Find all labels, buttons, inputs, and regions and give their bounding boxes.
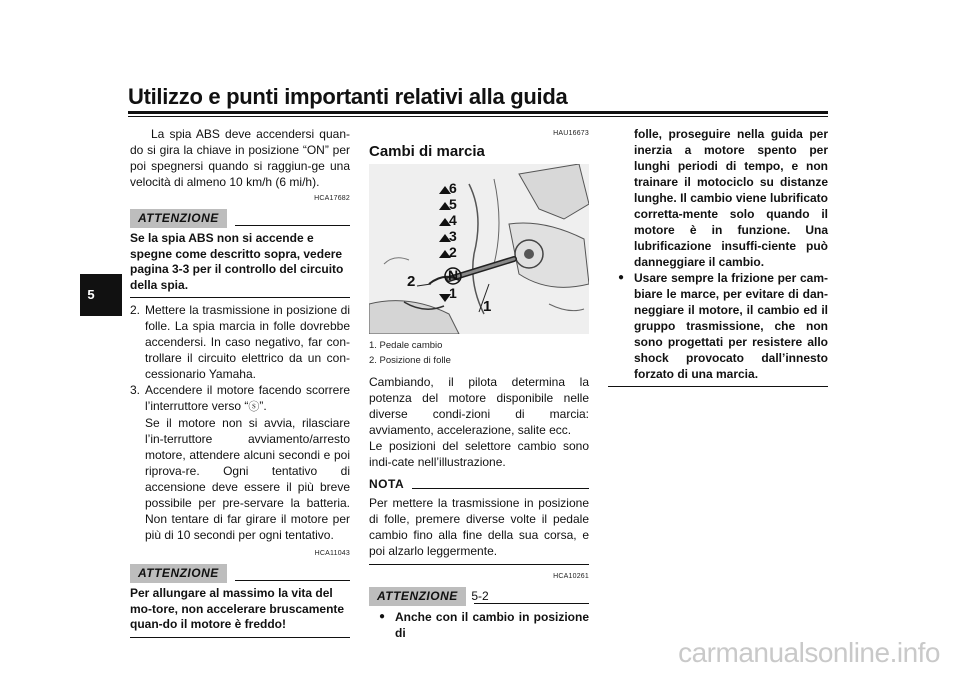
gear-label-neutral: N <box>448 267 459 283</box>
nota-rule <box>412 488 589 489</box>
attention-heading <box>130 564 350 583</box>
bullet-text: folle, proseguire nella guida per inerzia a motore spento per lunghi periodi di tempo, e non trainare il motociclo su distanze lunghe. Il cambio viene lubrificato corretta-mente solo quando il motore è in funzione. Una lubrificazione insuffi-ciente può danneggiare il cambio. <box>634 127 828 269</box>
steps-list <box>130 302 350 543</box>
column-1 <box>130 126 350 638</box>
reference-code: HCA17682 <box>314 195 350 202</box>
bullet-text: Usare sempre la frizione per cam-biare le marce, per evitare di dan-neggiare il motore, il cambio ed il gruppo trasmissione, che non sono progettati per resistere allo shock provocato dall’innesto forzato di una marcia. <box>634 271 828 381</box>
attention-badge: ATTENZIONE <box>130 564 227 583</box>
attention-rule <box>474 603 589 604</box>
attention-end-rule <box>608 386 828 387</box>
nota-text: Per mettere la trasmissione in posizione di folle, premere diverse volte il pedale cambio fino alla fine della sua corsa, e poi alzarlo leggermente. <box>369 496 589 558</box>
attention-badge: ATTENZIONE <box>130 209 227 228</box>
step-text <box>145 382 350 543</box>
reference-code: HCA11043 <box>314 550 350 557</box>
watermark: carmanualsonline.info <box>678 637 940 668</box>
step-number: 2. <box>129 303 140 317</box>
gear-shift-illustration <box>369 164 589 334</box>
attention-rule <box>235 225 350 226</box>
list-item <box>130 302 350 382</box>
gear-label: 5 <box>449 196 457 212</box>
bullet-item <box>608 270 828 382</box>
figure-captions <box>369 338 589 368</box>
illustration-drawing <box>369 164 589 334</box>
page-number: 5-2 <box>471 589 489 603</box>
chapter-tab: 5 <box>80 274 122 316</box>
gear-label: 4 <box>449 212 457 228</box>
column-2 <box>369 126 589 641</box>
nota-heading <box>369 476 589 492</box>
attention-end-rule <box>130 297 350 298</box>
reference-code: HCA10261 <box>553 573 589 580</box>
step-text-b: ”. <box>259 399 267 413</box>
gear-label: 6 <box>449 180 457 196</box>
bullet-item <box>369 609 589 641</box>
gear-label: 2 <box>449 244 457 260</box>
nota-end-rule <box>369 564 589 565</box>
body-text: Le posizioni del selettore cambio sono indi-cate nell’illustrazione. <box>369 439 589 469</box>
abs-intro-text: La spia ABS deve accendersi quan-do si gira la chiave in posizione “ON” per poi spegnersi quando si raggiun-ge una velocità di almeno 10 km/h (6 mi/h). <box>130 127 350 189</box>
attention-heading <box>130 209 350 228</box>
caption-item: 1. Pedale cambio <box>369 340 443 351</box>
bullet-icon: ● <box>379 611 386 622</box>
body-text: Cambiando, il pilota determina la potenza del motore disponibile nelle diverse condi-zioni di marcia: avviamento, accelerazione, salite ecc. <box>369 375 589 437</box>
gear-label: 3 <box>449 228 457 244</box>
caption-item: 2. Posizione di folle <box>369 355 451 366</box>
column-3 <box>608 126 828 387</box>
start-switch-icon: ⓢ <box>248 401 260 413</box>
attention-end-rule <box>130 637 350 638</box>
callout-shift-pedal: 1 <box>483 298 492 315</box>
step-text: Mettere la trasmissione in posizione di folle. La spia marcia in folle dovrebbe accendersi. In caso negativo, far con-trollare il circuito elettrico da un con-cessionario Yamaha. <box>145 303 350 381</box>
bullet-icon: ● <box>618 272 625 283</box>
bullet-item-continued <box>608 126 828 270</box>
callout-neutral-position: 2 <box>407 273 416 290</box>
attention-text: Per allungare al massimo la vita del mo-tore, non accelerare bruscamente quan-do il motore è freddo! <box>130 586 345 631</box>
attention-text: Se la spia ABS non si accende e spegne come descritto sopra, vedere pagina 3-3 per il controllo del circuito della spia. <box>130 231 344 292</box>
bullet-text: Anche con il cambio in posizione di <box>395 610 589 640</box>
step-text-c: Se il motore non si avvia, rilasciare l’in-terruttore avviamento/arresto motore, attendere alcuni secondi e poi riprova-re. Ogni tentativo di accensione deve essere il più breve possibile per pre-servare la batteria. Non tentare di far girare il motore per più di 10 secondi per ogni tentativo. <box>145 416 350 542</box>
header-rule <box>128 111 828 114</box>
header-rule-thin <box>128 116 828 117</box>
reference-code: HAU16673 <box>553 130 589 137</box>
attention-badge: ATTENZIONE <box>369 587 466 606</box>
page-title: Utilizzo e punti importanti relativi alla guida <box>128 84 568 109</box>
list-item <box>130 382 350 543</box>
step-text-a: Accendere il motore facendo scorrere l’interruttore verso “ <box>145 383 350 413</box>
nota-label: NOTA <box>369 477 405 491</box>
step-number: 3. <box>129 383 140 397</box>
section-title: Cambi di marcia <box>369 143 485 160</box>
gear-label: 1 <box>449 285 457 301</box>
attention-rule <box>235 580 350 581</box>
